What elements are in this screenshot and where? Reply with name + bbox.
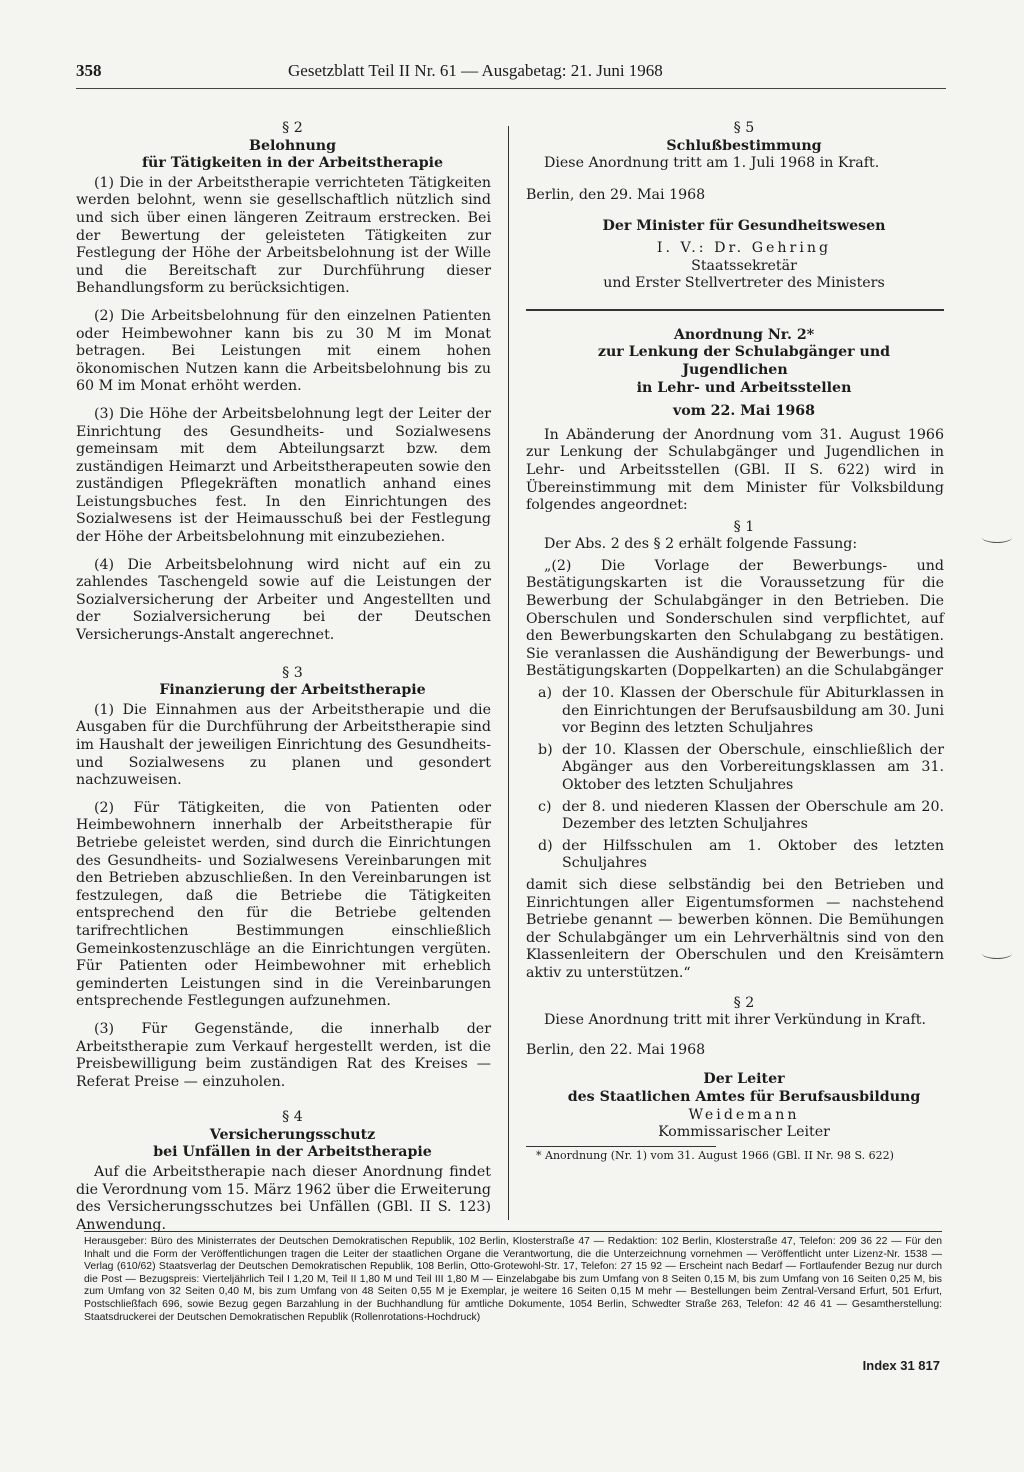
section-3-title: Finanzierung der Arbeitstherapie [159, 682, 426, 699]
section-5-place-date: Berlin, den 29. Mai 1968 [526, 186, 706, 203]
section-2-paragraph-1: (1) Die in der Arbeitstherapie verrichteten Tätigkeiten werden belohnt, wenn sie gesellschaftlich nützlich sind und sich über einen längeren Zeitraum erstrecken. Bei der Bewertung der geleisteten Tätigkeiten zur Festlegung der Höhe der Arbeitsbelohnung ist der Wille und die Bereitschaft zur Durchführung dieser Behandlungsform zu berücksichtigen. [76, 174, 491, 297]
anordnung-signature-org-2: des Staatlichen Amtes für Berufsausbildung [567, 1088, 921, 1105]
index-number: Index 31 817 [862, 1358, 940, 1373]
list-item-label: b) [538, 741, 553, 758]
anordnung-section-2-paragraph: Diese Anordnung tritt mit ihrer Verkündung in Kraft. [544, 1012, 926, 1029]
section-3-number: § 3 [282, 664, 303, 681]
anordnung-section-1-number: § 1 [733, 518, 755, 535]
signature-name: I. V.: Dr. Gehring [656, 239, 832, 256]
impressum: Herausgeber: Büro des Ministerrates der Deutschen Demokratischen Republik, 102 Berlin, Klosterstraße 47 — Redaktion: 102 Berlin, Klosterstraße 47, Telefon: 209 36 22 — Für den Inhalt und die Form der Veröffentlichungen tragen die Leiter der staatlichen Organe die Verantwortung, die die Unterzeichnung vornehmen — Veröffentlicht unter Lizenz-Nr. 1538 — Verlag (610/62) Staatsverlag der Deutschen Demokratischen Republik, 108 Berlin, Otto-Grotewohl-Str. 17, Telefon: 27 15 92 — Erscheint nach Bedarf — Fortlaufender Bezug nur durch die Post — Bezugspreis: Vierteljährlich Teil I 1,20 M, Teil II 1,80 M und Teil III 1,80 M — Einzelabgabe bis zum Umfang von 8 Seiten 0,15 M, bis zum Umfang von 16 Seiten 0,25 M, bis zum Umfang von 32 Seiten 0,40 M, bis zum Umfang von 48 Seiten 0,55 M je Exemplar, je weitere 16 Seiten 0,15 M mehr — Bestellungen beim Zentral-Versand Erfurt, 501 Erfurt, Postschließfach 696, sowie Bezug gegen Barzahlung in der Buchhandlung für amtliche Dokumente, 1054 Berlin, Schwedter Straße 263, Telefon: 42 46 41 — Gesamtherstellung: Staatsdruckerei der Deutschen Demokratischen Republik (Rollenrotations-Hochdruck) [84, 1231, 942, 1324]
anordnung-signature-role: Kommissarischer Leiter [658, 1124, 830, 1141]
section-3-paragraph-2: (2) Für Tätigkeiten, die von Patienten oder Heimbewohnern innerhalb der Arbeitstherapie für Betriebe geleistet werden, sind durch die Einrichtungen des Gesundheits- und Sozialwesens Vereinbarungen mit den Betrieben abzuschließen. In den Vereinbarungen ist festzulegen, daß die Betriebe die Tätigkeiten entsprechend den für die Betriebe geltenden tarifrechtlichen Bestimmungen einschließlich Gemeinkostenzuschläge an die Einrichtungen vergüten. Für Patienten oder Heimbewohner mit erheblich geminderten Leistungen sind in die Vereinbarungen entsprechende Festlegungen aufzunehmen. [76, 799, 491, 1010]
anordnung-subtitle-2: in Lehr- und Arbeitsstellen [636, 379, 852, 396]
left-column [76, 120, 491, 1244]
list-item-text: der 10. Klassen der Oberschule, einschließlich der Abgänger aus den Vorbereitungsklassen am 31. Oktober des letzten Schuljahres [562, 741, 944, 793]
section-3-paragraph-3: (3) Für Gegenstände, die innerhalb der Arbeitstherapie zum Verkauf hergestellt werden, ist die Preisbewilligung beim zuständigen Rat des Kreises — Referat Preise — einzuholen. [76, 1020, 491, 1090]
column-divider [508, 126, 509, 1220]
anordnung-intro: In Abänderung der Anordnung vom 31. August 1966 zur Lenkung der Schulabgänger und Jugendlichen in Lehr- und Arbeitsstellen (GBl. II S. 622) wird in Übereinstimmung mit dem Minister für Volksbildung folgendes angeordnet: [526, 426, 944, 514]
anordnung-place-date: Berlin, den 22. Mai 1968 [526, 1041, 706, 1058]
list-item-label: d) [538, 837, 553, 854]
anordnung-date: vom 22. Mai 1968 [673, 403, 815, 420]
anordnung-signature-name: Weidemann [688, 1106, 800, 1123]
header-title: Gesetzblatt Teil II Nr. 61 — Ausgabetag: 21. Juni 1968 [288, 61, 663, 80]
footnote-rule [526, 1146, 716, 1147]
section-2-subtitle: für Tätigkeiten in der Arbeitstherapie [141, 155, 444, 172]
margin-mark [982, 948, 1012, 959]
list-item-text: der 8. und niederen Klassen der Oberschule am 20. Dezember des letzten Schuljahres [562, 798, 944, 833]
list-item-label: c) [538, 798, 552, 815]
list-item-text: der 10. Klassen der Oberschule für Abiturklassen in den Einrichtungen der Berufsausbildung am 30. Juni vor Beginn des letzten Schuljahres [562, 685, 944, 737]
anordnung-section-2-number: § 2 [733, 994, 755, 1011]
list-item [526, 799, 944, 834]
section-5-number: § 5 [733, 120, 755, 136]
margin-mark [982, 532, 1012, 543]
signature-role: Staatssekretär [691, 257, 797, 274]
separator-rule [526, 309, 944, 311]
anordnung-title: Anordnung Nr. 2* [673, 326, 815, 343]
anordnung-signature-org: Der Leiter [703, 1071, 785, 1088]
anordnung-section-1-paragraph: Der Abs. 2 des § 2 erhält folgende Fassung: [544, 536, 858, 553]
anordnung-quote: „(2) Die Vorlage der Bewerbungs- und Bestätigungskarten ist die Voraussetzung für die Bewerbung der Schulabgänger in den Betrieben. Die Oberschulen und Sonderschulen sind verpflichtet, auf den Bewerbungskarten den Schulabgang zu bestätigen. Sie veranlassen die Aushändigung der Bewerbungs- und Bestätigungskarten (Doppelkarten) an die Schulabgänger [526, 557, 944, 680]
signature-organization: Der Minister für Gesundheitswesen [602, 218, 886, 235]
footnote: * Anordnung (Nr. 1) vom 31. August 1966 (GBl. II Nr. 98 S. 622) [536, 1148, 894, 1162]
section-2-title: Belohnung [248, 137, 337, 154]
section-4-subtitle: bei Unfällen in der Arbeitstherapie [153, 1144, 432, 1161]
page-number: 358 [76, 61, 102, 80]
anordnung-subtitle-1: zur Lenkung der Schulabgänger und Jugendlichen [597, 344, 891, 378]
section-5-title: Schlußbestimmung [666, 137, 822, 154]
section-5-paragraph: Diese Anordnung tritt am 1. Juli 1968 in Kraft. [544, 155, 880, 172]
list-item-text: der Hilfsschulen am 1. Oktober des letzten Schuljahres [562, 837, 944, 872]
section-4-paragraph-1: Auf die Arbeitstherapie nach dieser Anordnung findet die Verordnung vom 15. März 1962 über die Erweiterung des Versicherungsschutzes bei Unfällen (GBl. II S. 123) Anwendung. [76, 1164, 491, 1233]
section-2-paragraph-3: (3) Die Höhe der Arbeitsbelohnung legt der Leiter der Einrichtung des Gesundheits- und Sozialwesens gemeinsam mit dem Abteilungsarzt bzw. dem zuständigen Heimarzt und Arbeitstherapeuten sowie den zuständigen Pflegekräften monatlich anhand eines Leistungsbuches fest. In den Einrichtungen des Sozialwesens ist der Heimausschuß bei der Festlegung der Höhe der Arbeitsbelohnung mit einzubeziehen. [76, 405, 491, 546]
list-item [526, 685, 944, 738]
section-3-paragraph-1: (1) Die Einnahmen aus der Arbeitstherapie und die Ausgaben für die Durchführung der Arbeitstherapie sind im Haushalt der jeweiligen Einrichtung des Gesundheits- und Sozialwesens zu planen und gesondert nachzuweisen. [76, 701, 491, 789]
list-item [526, 838, 944, 873]
section-2-paragraph-2: (2) Die Arbeitsbelohnung für den einzelnen Patienten oder Heimbewohner kann bis zu 30 M im Monat betragen. Bei Leistungen mit einem hohen ökonomischen Nutzen kann die Arbeitsbelohnung bis zu 60 M im Monat erhöht werden. [76, 307, 491, 395]
list-item [526, 742, 944, 795]
list-item-label: a) [538, 685, 552, 702]
right-column [526, 120, 944, 1162]
anordnung-closing: damit sich diese selbständig bei den Betrieben und Einrichtungen aller Eigentumsformen — nachstehend Betriebe genannt — bewerben können. Die Bemühungen der Schulabgänger um ein Lehrverhältnis sind von den Klassenleitern der Oberschulen und den Kreisämtern aktiv zu unterstützen.“ [526, 876, 944, 981]
section-2-paragraph-4: (4) Die Arbeitsbelohnung wird nicht auf ein zu zahlendes Taschengeld sowie auf die Leistungen der Sozialversicherung der Arbeiter und Angestellten und der Sozialversicherung bei der Deutschen Versicherungs-Anstalt angerechnet. [76, 556, 491, 644]
page-header [76, 58, 946, 89]
section-2-number: § 2 [282, 120, 303, 136]
signature-role-2: und Erster Stellvertreter des Ministers [603, 275, 885, 292]
anordnung-list [526, 685, 944, 873]
section-4-title: Versicherungsschutz [209, 1126, 376, 1143]
section-4-number: § 4 [282, 1109, 303, 1126]
